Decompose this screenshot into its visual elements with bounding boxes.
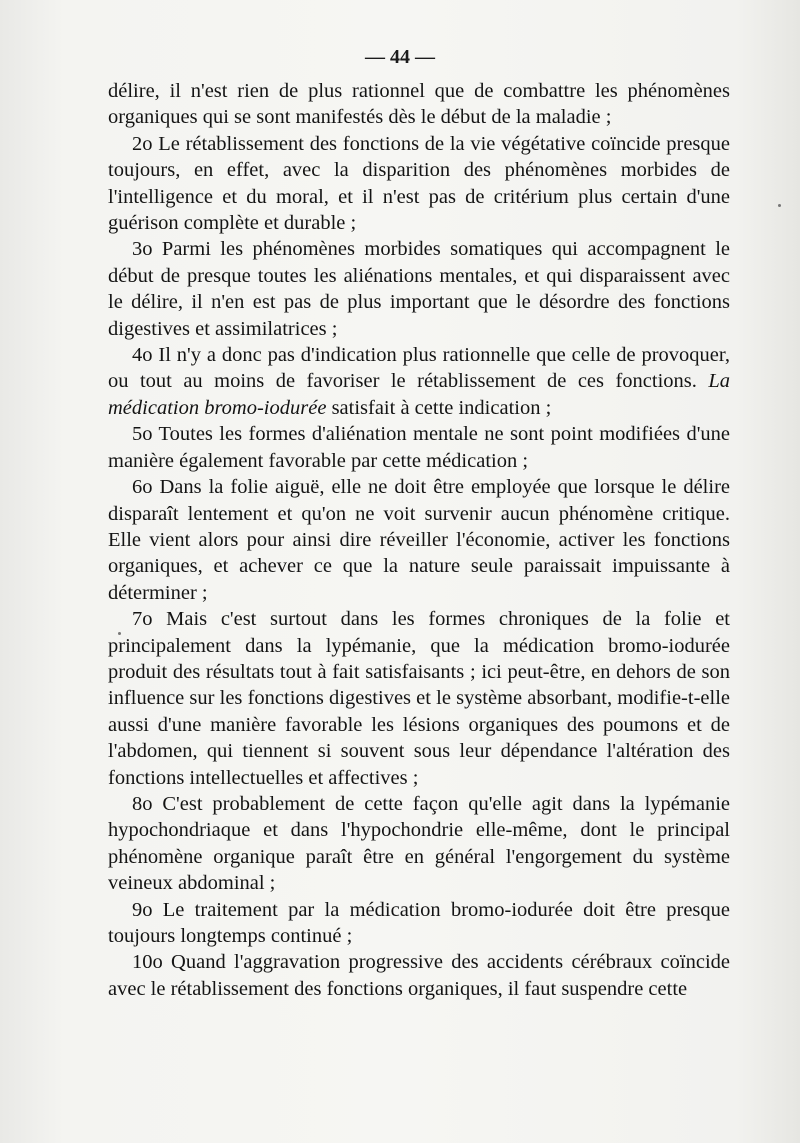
paragraph-item-4 [108, 342, 730, 421]
paragraph-item-7: 7o Mais c'est surtout dans les formes chroniques de la folie et principalement dans la lypémanie, que la médication bromo-iodurée produit des résultats tout à fait satisfaisants ; ici peut-être, en dehors de son influence sur les fonctions digestives et le système absorbant, modifie-t-elle aussi d'une manière favorable les lésions organiques des poumons et de l'abdomen, qui tiennent si souvent sous leur dépendance l'altération des fonctions intellectuelles et affectives ; [108, 608, 730, 789]
paragraph-continuation: délire, il n'est rien de plus rationnel que de combattre les phénomènes organiques qui se sont manifestés dès le début de la maladie ; [108, 80, 730, 129]
paragraph-item-9: 9o Le traitement par la médication bromo-iodurée doit être presque toujours longtemps continué ; [108, 898, 730, 947]
paragraph-item-4-text: 4o Il n'y a donc pas d'indication plus rationnelle que celle de provoquer, ou tout au moins de favoriser le rétablissement de ces fonctions. [108, 344, 730, 393]
paragraph-item-2: 2o Le rétablissement des fonctions de la vie végétative coïncide presque toujours, en effet, avec la disparition des phénomènes morbides de l'intelligence et du moral, et il n'est pas de critérium plus certain d'une guérison complète et durable ; [108, 132, 730, 235]
paragraph-item-4-emphasis: La médication bromo-iodurée [108, 370, 731, 419]
ink-speck [778, 204, 781, 207]
page-body [108, 78, 730, 1002]
paragraph-item-3: 3o Parmi les phénomènes morbides somatiques qui accompagnent le début de presque toutes les aliénations mentales, et qui disparaissent avec le délire, il n'en est pas de plus important que le désordre des fonctions digestives et assimilatrices ; [108, 238, 730, 340]
ink-speck [118, 632, 121, 635]
paragraph-item-4-tail: satisfait à cette indication ; [326, 396, 552, 419]
paragraph-item-10: 10o Quand l'aggravation progressive des accidents cérébraux coïncide avec le rétablissement des fonctions organiques, il faut suspendre cette [108, 951, 730, 1000]
paragraph-item-8: 8o C'est probablement de cette façon qu'elle agit dans la lypémanie hypochondriaque et dans l'hypochondrie elle-même, dont le principal phénomène organique paraît être en général l'engorgement du système veineux abdominal ; [108, 792, 730, 895]
paragraph-item-6: 6o Dans la folie aiguë, elle ne doit être employée que lorsque le délire disparaît lentement et qu'on ne voit survenir aucun phénomène critique. Elle vient alors pour ainsi dire réveiller l'économie, activer les fonctions organiques, et achever ce que la nature seule paraissait impuissante à déterminer ; [108, 476, 730, 604]
page-number-header: — 44 — [365, 46, 435, 68]
paragraph-item-5: 5o Toutes les formes d'aliénation mentale ne sont point modifiées d'une manière également favorable par cette médication ; [108, 423, 730, 472]
